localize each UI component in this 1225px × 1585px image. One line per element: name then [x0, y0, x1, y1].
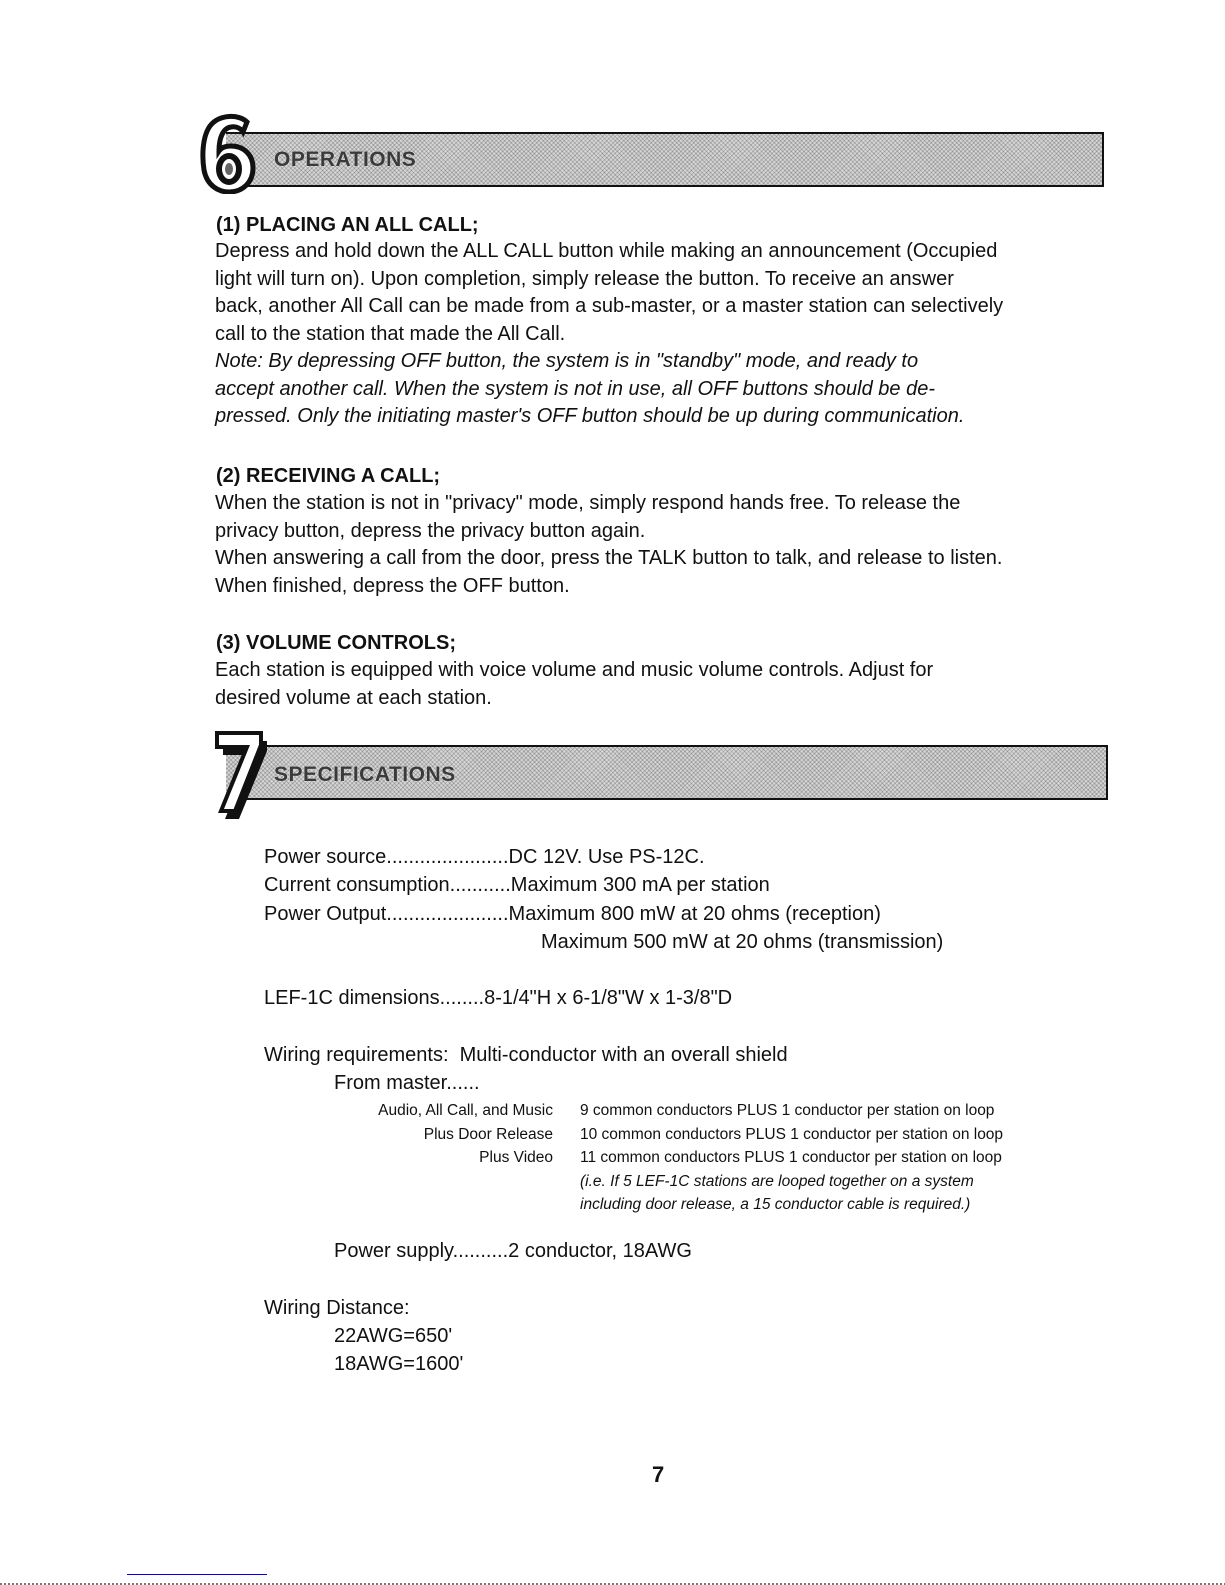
spec-power-supply — [334, 1237, 692, 1265]
spec-value: DC 12V. Use PS-12C. — [508, 846, 705, 868]
section-7-number-icon — [213, 727, 273, 823]
wiring-distance-18awg: 18AWG=1600' — [334, 1353, 464, 1375]
body-line: call to the station that made the All Call. — [215, 322, 566, 345]
body-line: When finished, depress the OFF button. — [215, 574, 570, 597]
operations-title: OPERATIONS — [274, 148, 417, 171]
receiving-call-heading: (2) RECEIVING A CALL; — [216, 465, 441, 487]
wiring-row-value: 10 common conductors PLUS 1 conductor per station on loop — [580, 1125, 1004, 1143]
wiring-row-values — [580, 1099, 1003, 1217]
body-line: back, another All Call can be made from a sub-master, or a master station can selectively — [215, 295, 1004, 317]
spec-value: Multi-conductor with an overall shield — [459, 1044, 788, 1066]
spec-wiring-requirements — [264, 1041, 788, 1069]
note-line: Note: By depressing OFF button, the system is in "standby" mode, and ready to — [215, 350, 919, 372]
body-line: When answering a call from the door, press the TALK button to talk, and release to listen. — [215, 547, 1003, 569]
operations-banner — [226, 132, 1104, 187]
spec-dimensions — [264, 984, 732, 1012]
wiring-distance-label: Wiring Distance: — [264, 1297, 410, 1319]
volume-controls-body — [215, 657, 933, 712]
wiring-row-value: 9 common conductors PLUS 1 conductor per station on loop — [580, 1102, 995, 1119]
section-6-number-icon — [199, 112, 257, 194]
wiring-example-line: (i.e. If 5 LEF-1C stations are looped together on a system — [580, 1172, 974, 1190]
body-line: light will turn on). Upon completion, simply release the button. To receive an answer — [215, 267, 954, 290]
specifications-banner — [226, 745, 1108, 800]
page-number: 7 — [652, 1462, 665, 1487]
note-line: pressed. Only the initiating master's OFF button should be up during communication. — [215, 405, 965, 427]
wiring-distance-22awg: 22AWG=650' — [334, 1325, 453, 1347]
spec-label: Power supply.......... — [334, 1240, 509, 1262]
volume-controls-heading: (3) VOLUME CONTROLS; — [216, 632, 456, 654]
spec-current-consumption — [264, 871, 770, 899]
spec-value: Maximum 800 mW at 20 ohms (reception) — [508, 903, 881, 925]
specifications-title: SPECIFICATIONS — [274, 763, 456, 786]
body-line: When the station is not in "privacy" mode, simply respond hands free. To release the — [215, 492, 961, 514]
spec-label: Power Output...................... — [264, 903, 509, 925]
body-line: desired volume at each station. — [215, 686, 492, 709]
receiving-call-body — [215, 490, 1002, 600]
wiring-row-label: Plus Video — [479, 1149, 553, 1166]
link-underline — [127, 1574, 267, 1575]
spec-label: Wiring requirements: — [264, 1044, 449, 1066]
spec-power-output-2: Maximum 500 mW at 20 ohms (transmission) — [541, 931, 944, 953]
body-line: privacy button, depress the privacy button again. — [215, 519, 646, 542]
from-master-label: From master...... — [334, 1072, 480, 1094]
spec-label: Power source...................... — [264, 846, 509, 868]
placing-all-call-heading: (1) PLACING AN ALL CALL; — [216, 214, 479, 236]
spec-value: 2 conductor, 18AWG — [508, 1240, 692, 1262]
body-line: Each station is equipped with voice volume and music volume controls. Adjust for — [215, 659, 934, 681]
wiring-row-labels — [300, 1099, 553, 1170]
wiring-row-label: Audio, All Call, and Music — [378, 1102, 553, 1119]
note-line: accept another call. When the system is not in use, all OFF buttons should be de- — [215, 377, 936, 400]
spec-value: 8-1/4"H x 6-1/8"W x 1-3/8"D — [484, 987, 733, 1009]
placing-all-call-body — [215, 238, 1003, 431]
spec-power-output — [264, 900, 881, 928]
spec-power-source — [264, 843, 705, 871]
body-line: Depress and hold down the ALL CALL button while making an announcement (Occupied — [215, 240, 998, 262]
spec-label: LEF-1C dimensions........ — [264, 987, 485, 1009]
wiring-row-value: 11 common conductors PLUS 1 conductor per station on loop — [580, 1149, 1002, 1166]
wiring-row-label: Plus Door Release — [423, 1125, 553, 1143]
spec-value: Maximum 300 mA per station — [510, 874, 770, 896]
spec-label: Current consumption........... — [264, 874, 511, 896]
wiring-example-line: including door release, a 15 conductor cable is required.) — [580, 1196, 971, 1213]
